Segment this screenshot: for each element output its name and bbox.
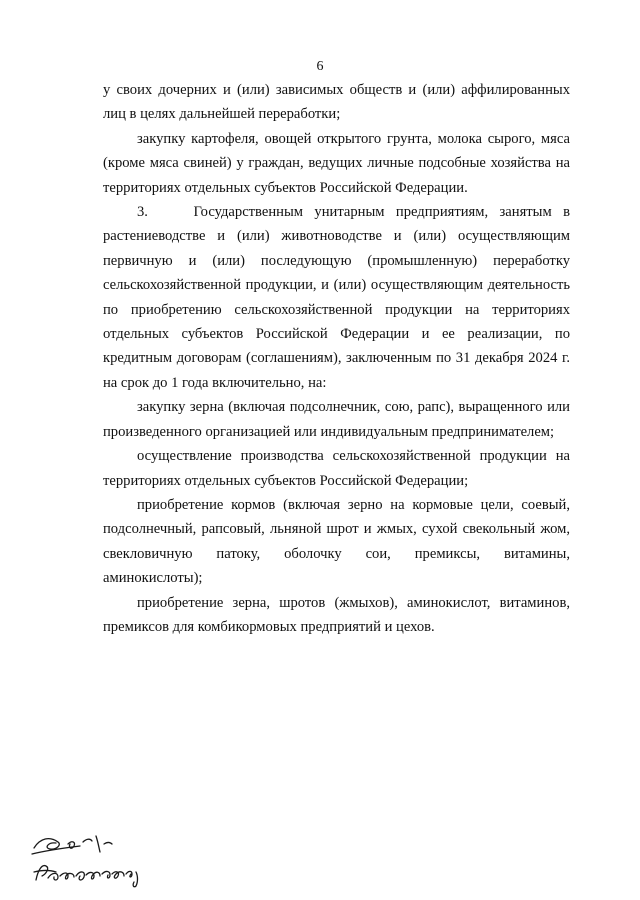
page-number: 6 xyxy=(316,59,324,74)
paragraph-feed: приобретение кормов (включая зерно на кормовые цели, соевый, подсолнечный, рапсовый, льняной шрот и жмых, сухой свекольный жом, свекловичную патоку, оболочку сои, премиксы, витамины, аминокислоты); xyxy=(103,496,570,587)
paragraph-state-enterprises: 3. Государственным унитарным предприятиям, занятым в растениеводстве и (или) животноводстве и (или) осуществляющим первичную и (или) последующую (промышленную) переработку сельскохозяйственной продукции, и (или) осуществляющим деятельность по приобретению сельскохозяйственной продукции на территориях отдельных субъектов Российской Федерации и ее реализации, по кредитным договорам (соглашениям), заключенным по 31 декабря 2024 г. на срок до 1 года включительно, на: xyxy=(103,204,570,391)
paragraph-grain-purchase: закупку зерна (включая подсолнечник, сою, рапс), выращенного или произведенного организацией или индивидуальным предпринимателем; xyxy=(103,399,570,440)
document-body xyxy=(103,78,570,639)
paragraph-grain-meal: приобретение зерна, шротов (жмыхов), аминокислот, витаминов, премиксов для комбикормовых предприятий и цехов. xyxy=(103,594,570,635)
paragraph-potatoes: закупку картофеля, овощей открытого грунта, молока сырого, мяса (кроме мяса свиней) у граждан, ведущих личные подсобные хозяйства на территориях отдельных субъектов Российской Федерации. xyxy=(103,130,570,196)
paragraph-continuation: у своих дочерних и (или) зависимых обществ и (или) аффилированных лиц в целях дальнейшей переработки; xyxy=(103,82,570,123)
handwritten-signature xyxy=(28,830,168,892)
paragraph-production: осуществление производства сельскохозяйственной продукции на территориях отдельных субъектов Российской Федерации; xyxy=(103,448,570,489)
